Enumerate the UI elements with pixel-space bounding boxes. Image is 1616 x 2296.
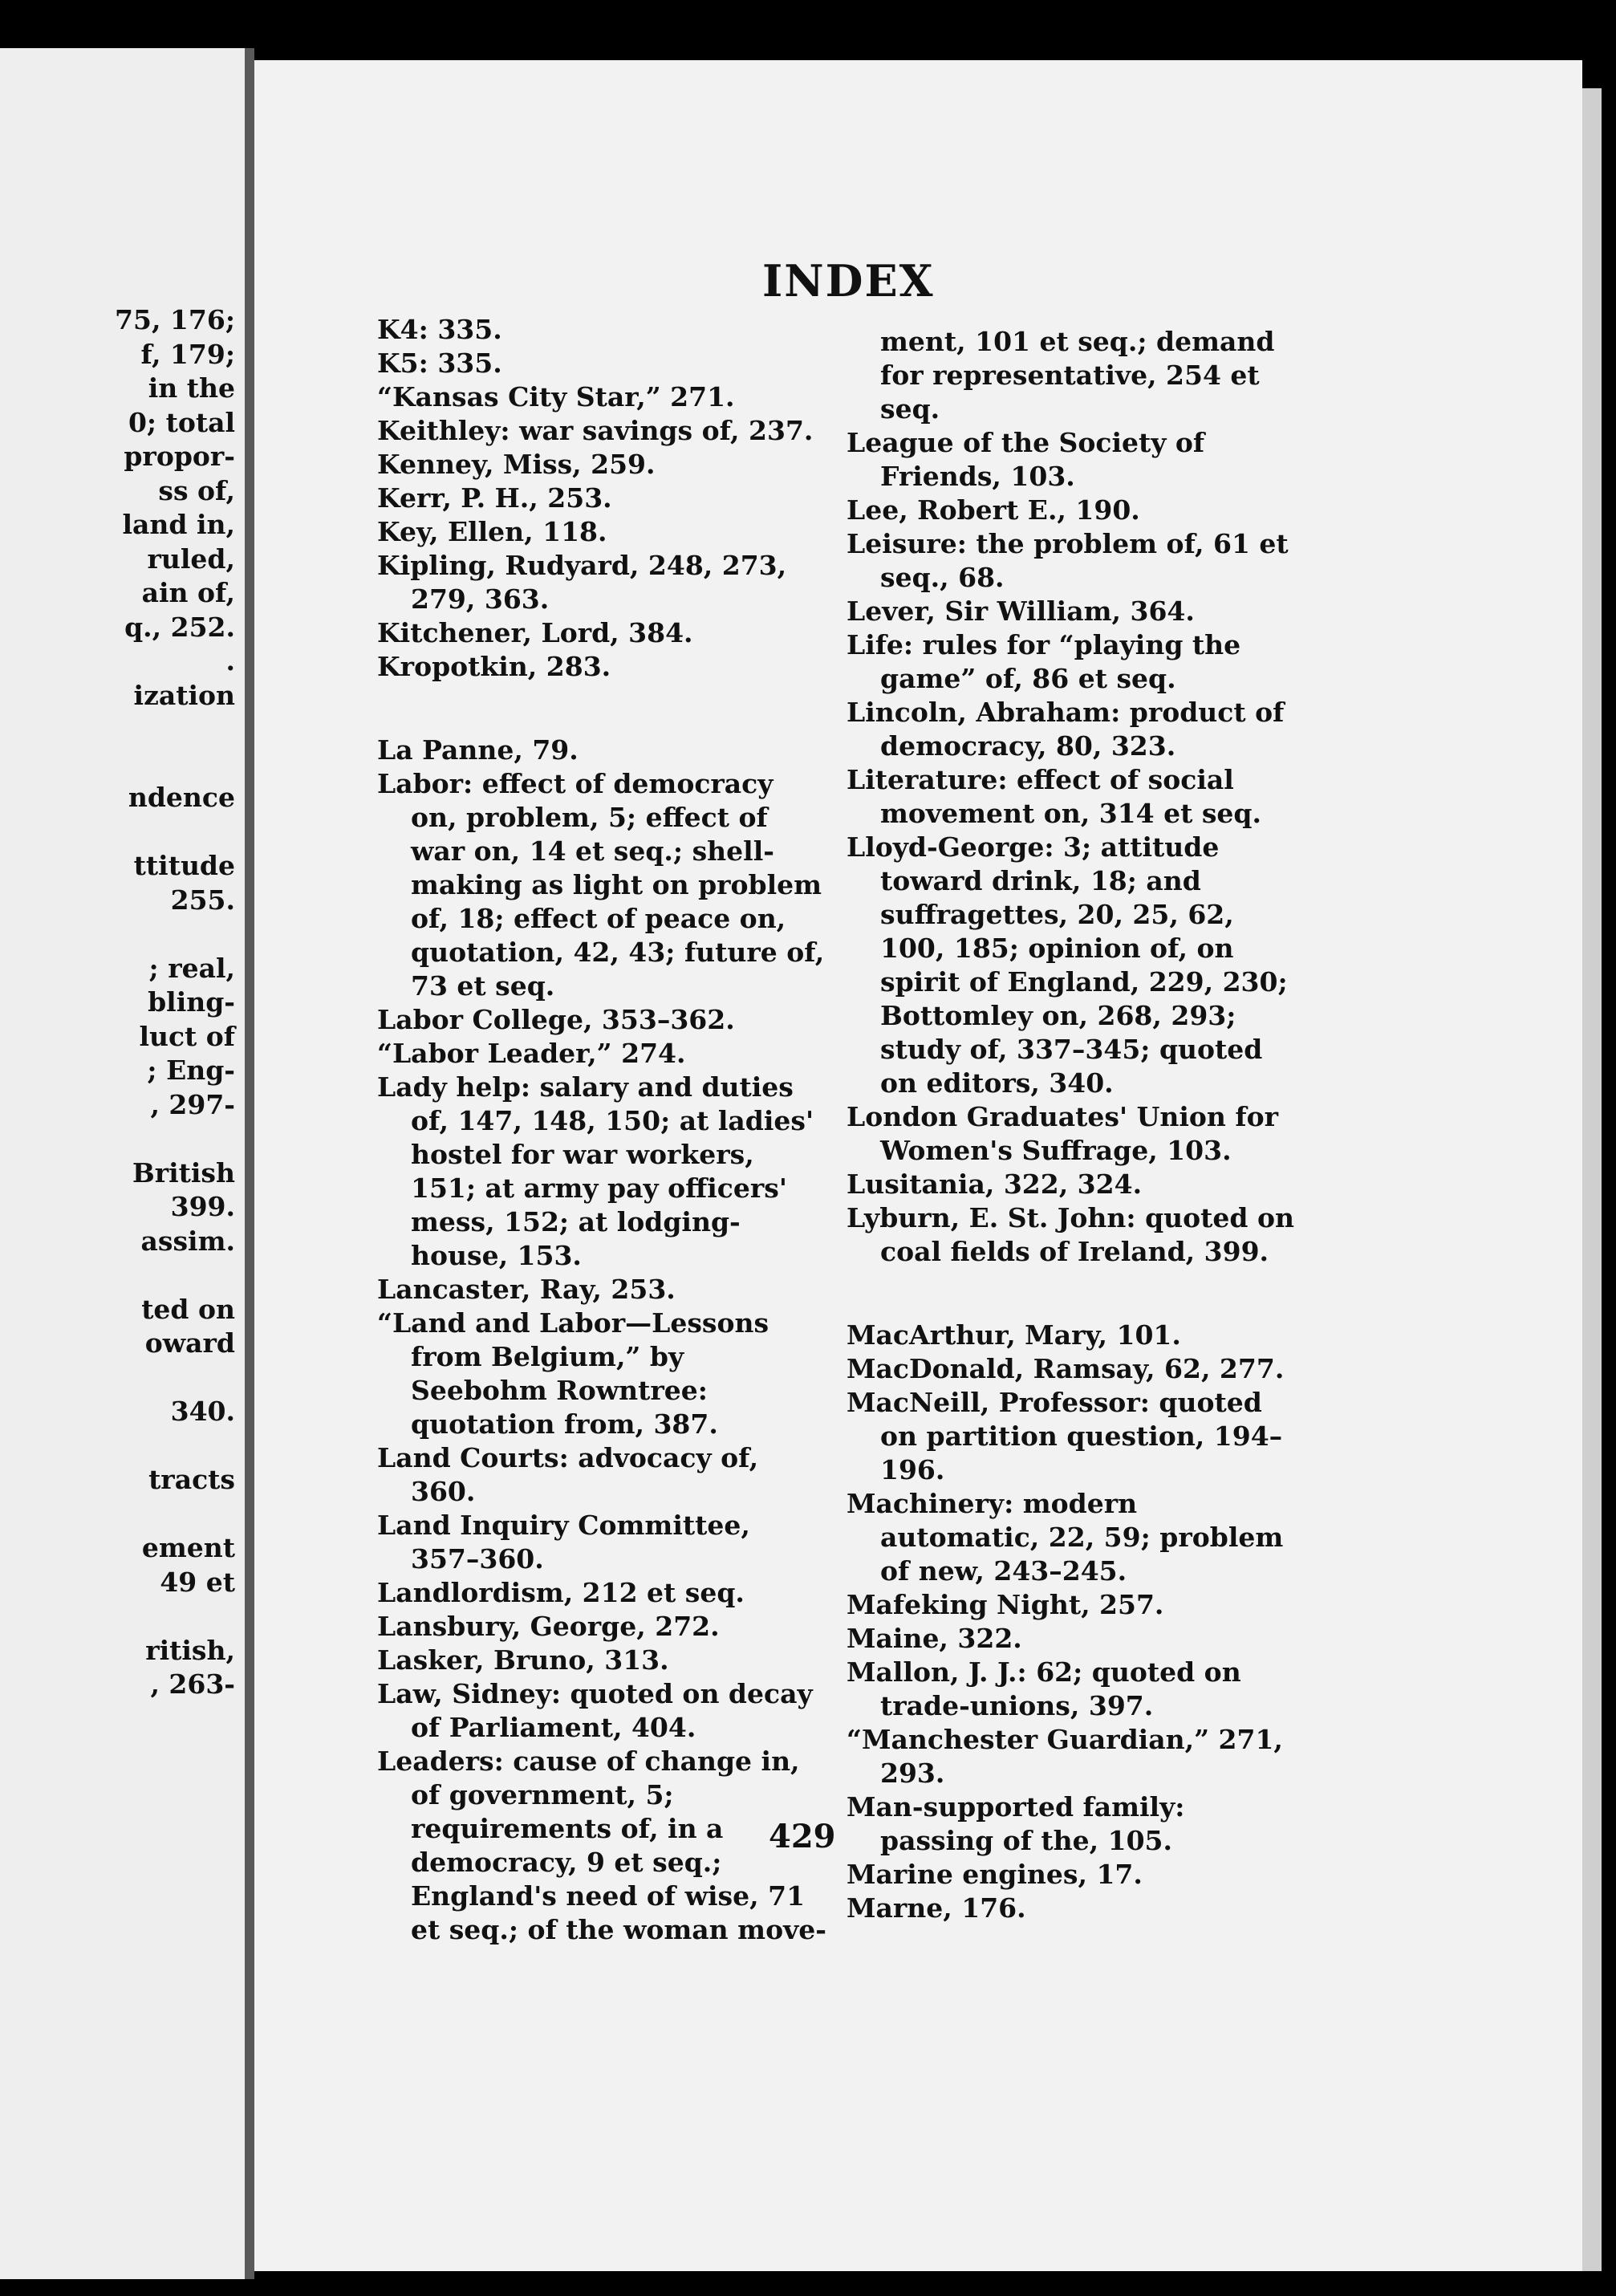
letter-gap: [847, 1269, 1304, 1319]
book-gutter: [245, 48, 254, 2279]
index-entry: MacNeill, Professor: quoted on partition question, 194–196.: [847, 1387, 1283, 1485]
index-entry: Kerr, P. H., 253.: [377, 482, 612, 514]
index-entry: Maine, 322.: [847, 1623, 1022, 1654]
index-entry: Lincoln, Abraham: product of democracy, 80, 323.: [847, 697, 1285, 762]
index-entry-continued: ment, 101 et seq.; demand for representative, 254 et seq.: [880, 326, 1275, 425]
index-entry: Key, Ellen, 118.: [377, 516, 607, 547]
page-number: 429: [769, 1818, 836, 1855]
index-entry: Marine engines, 17.: [847, 1859, 1143, 1890]
index-entry: Literature: effect of social movement on, 314 et seq.: [847, 764, 1261, 829]
index-entry: Kropotkin, 283.: [377, 651, 611, 682]
index-entry: La Panne, 79.: [377, 734, 579, 766]
index-entry: Lady help: salary and duties of, 147, 148, 150; at ladies' hostel for war workers, 151; at army pay officers' mess, 152; at lodging-house, 153.: [377, 1071, 814, 1271]
index-entry: Lyburn, E. St. John: quoted on coal fields of Ireland, 399.: [847, 1202, 1294, 1267]
index-entry: MacArthur, Mary, 101.: [847, 1319, 1181, 1351]
letter-gap: [377, 684, 826, 734]
index-entry: Marne, 176.: [847, 1892, 1026, 1924]
index-entry: London Graduates' Union for Women's Suffrage, 103.: [847, 1101, 1278, 1166]
index-entry: Lee, Robert E., 190.: [847, 494, 1140, 526]
index-entry: Keithley: war savings of, 237.: [377, 415, 814, 446]
index-column-left: [377, 313, 826, 1947]
index-entry: Law, Sidney: quoted on decay of Parliament, 404.: [377, 1678, 813, 1743]
index-entry: Land Inquiry Committee, 357–360.: [377, 1510, 750, 1575]
index-entry: “Labor Leader,” 274.: [377, 1038, 686, 1069]
index-entry: Labor: effect of democracy on, problem, 5; effect of war on, 14 et seq.; shell-making as light on problem of, 18; effect of peace on, quotation, 42, 43; future of, 73 et seq.: [377, 768, 825, 1002]
index-entry: Man-supported family: passing of the, 105.: [847, 1791, 1185, 1856]
index-entry: “Manchester Guardian,” 271, 293.: [847, 1724, 1283, 1789]
page-title: INDEX: [762, 255, 935, 307]
index-entry: Lloyd-George: 3; attitude toward drink, 18; and suffragettes, 20, 25, 62, 100, 185; opinion of, on spirit of England, 229, 230; Bottomley on, 268, 293; study of, 337–345; quoted on editors, 340.: [847, 831, 1288, 1099]
page-edge: [1582, 88, 1602, 2271]
index-entry: Kenney, Miss, 259.: [377, 449, 656, 480]
index-entry: Lasker, Bruno, 313.: [377, 1644, 669, 1676]
index-entry: “Land and Labor—Lessons from Belgium,” by Seebohm Rowntree: quotation from, 387.: [377, 1307, 769, 1440]
index-entry: Land Courts: advocacy of, 360.: [377, 1442, 759, 1507]
facing-page: [0, 48, 245, 2279]
index-entry: K4: 335.: [377, 314, 502, 345]
index-entry: Lever, Sir William, 364.: [847, 595, 1195, 627]
index-entry: K5: 335.: [377, 347, 502, 379]
index-entry: Mallon, J. J.: 62; quoted on trade-unions, 397.: [847, 1656, 1241, 1721]
index-entry: “Kansas City Star,” 271.: [377, 381, 735, 412]
index-entry: Kipling, Rudyard, 248, 273, 279, 363.: [377, 550, 787, 615]
index-column-right: [847, 325, 1304, 1925]
index-entry: Mafeking Night, 257.: [847, 1589, 1164, 1620]
index-entry: MacDonald, Ramsay, 62, 277.: [847, 1353, 1285, 1384]
index-entry: Lancaster, Ray, 253.: [377, 1274, 676, 1305]
index-entry: Kitchener, Lord, 384.: [377, 617, 693, 648]
index-entry: Landlordism, 212 et seq.: [377, 1577, 745, 1608]
facing-page-text: 75, 176; f, 179; in the 0; total propor- ss of, land in, ruled, ain of, q., 252. . ization ndence ttitude 255. ; real, bling- luct of ; Eng- , 297- British 399. assim. ted on oward 340. tracts ement 49 et ritish, , 263-: [115, 304, 235, 1700]
index-entry: League of the Society of Friends, 103.: [847, 427, 1205, 492]
index-entry: Machinery: modern automatic, 22, 59; problem of new, 243–245.: [847, 1488, 1284, 1587]
index-entry: Lansbury, George, 272.: [377, 1611, 720, 1642]
index-entry: Leisure: the problem of, 61 et seq., 68.: [847, 528, 1289, 593]
index-entry: Labor College, 353–362.: [377, 1004, 735, 1035]
index-entry: Life: rules for “playing the game” of, 86 et seq.: [847, 629, 1241, 694]
index-entry: Lusitania, 322, 324.: [847, 1168, 1143, 1200]
index-entry: Leaders: cause of change in, of government, 5; requirements of, in a democracy, 9 et seq.; England's need of wise, 71 et seq.; of the woman move-: [377, 1745, 826, 1945]
